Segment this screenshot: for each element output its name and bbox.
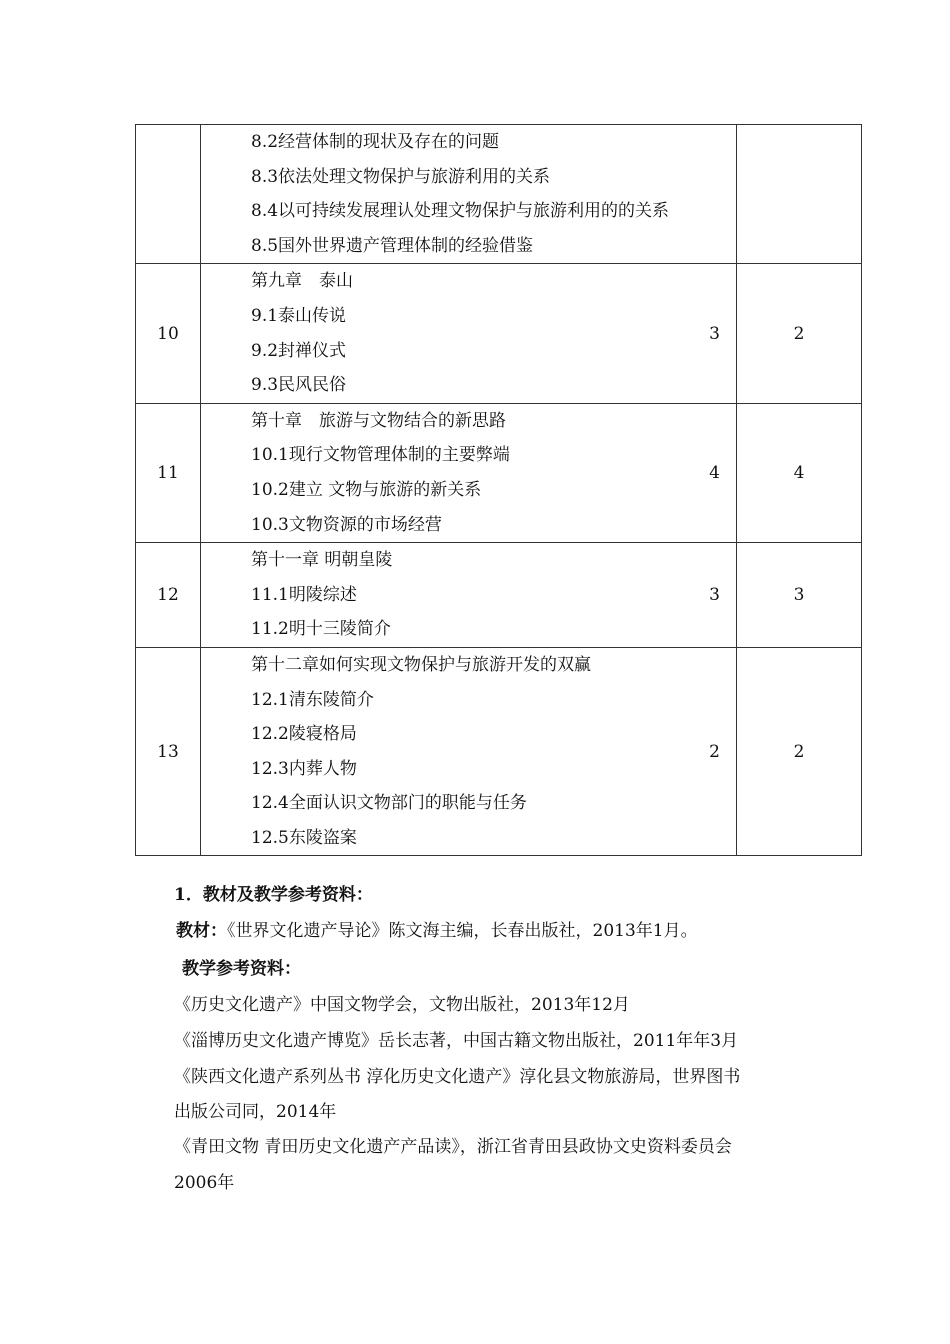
- textbook-label: 教材：: [176, 921, 227, 941]
- content-cell: [201, 125, 670, 264]
- content-line: 第十章 旅游与文物结合的新思路: [251, 410, 506, 431]
- content-line: 12.1清东陵简介: [251, 689, 374, 710]
- reference-item: 出版公司同，2014年: [174, 1102, 337, 1122]
- hours-cell-secondary: 2: [737, 264, 862, 403]
- reference-item: 《青田文物 青田历史文化遗产产品读》，浙江省青田县政协文史资料委员会: [174, 1137, 732, 1157]
- content-line: 第九章 泰山: [251, 271, 353, 292]
- week-number-cell: 10: [136, 264, 201, 403]
- hours-cell: 2: [661, 647, 737, 856]
- content-line: 12.3内葬人物: [251, 758, 357, 779]
- references-heading: 1．教材及教学参考资料：: [174, 885, 373, 905]
- content-line: 11.2明十三陵简介: [251, 619, 391, 640]
- content-line: 8.2经营体制的现状及存在的问题: [251, 132, 500, 152]
- hours-cell-secondary: [737, 125, 862, 264]
- week-number-cell: 11: [136, 403, 201, 542]
- hours-cell: 4: [661, 403, 737, 542]
- content-line: 10.1现行文物管理体制的主要弊端: [251, 445, 510, 466]
- week-number-cell: 12: [136, 543, 201, 648]
- content-line: 12.4全面认识文物部门的职能与任务: [251, 793, 527, 814]
- content-line: 9.1泰山传说: [251, 305, 347, 326]
- reference-item: 《历史文化遗产》中国文物学会，文物出版社，2013年12月: [174, 995, 630, 1015]
- content-line: 8.5国外世界遗产管理体制的经验借鉴: [251, 235, 534, 256]
- content-line: 第十二章如何实现文物保护与旅游开发的双赢: [251, 654, 591, 675]
- content-line: 8.4以可持续发展理认处理文物保护与旅游利用的的关系: [251, 201, 670, 222]
- schedule-row: [136, 647, 862, 856]
- textbook-text: 《世界文化遗产导论》陈文海主编，长春出版社，2013年1月。: [227, 921, 698, 941]
- content-line: 11.1明陵综述: [251, 584, 357, 605]
- schedule-body: [136, 125, 862, 856]
- schedule-row: [136, 403, 862, 542]
- week-number-cell: 13: [136, 647, 201, 856]
- week-number-cell: [136, 125, 201, 264]
- textbook-line: [176, 916, 698, 941]
- content-line: 9.2封禅仪式: [251, 340, 347, 361]
- reference-materials-label: 教学参考资料：: [182, 959, 301, 979]
- hours-cell-secondary: 3: [737, 543, 862, 648]
- content-line: 9.3民风民俗: [251, 375, 347, 396]
- course-schedule-table: [135, 124, 862, 856]
- content-cell: [201, 264, 661, 403]
- reference-item: 2006年: [174, 1173, 235, 1193]
- content-line: 12.5东陵盗案: [251, 827, 357, 848]
- content-line: 12.2陵寝格局: [251, 724, 357, 745]
- schedule-row: [136, 125, 862, 264]
- content-line: 10.3文物资源的市场经营: [251, 514, 442, 535]
- content-cell: [201, 543, 661, 648]
- hours-cell: [661, 125, 737, 264]
- hours-cell-secondary: 4: [737, 403, 862, 542]
- content-cell: [201, 403, 661, 542]
- content-line: 8.3依法处理文物保护与旅游利用的关系: [251, 166, 551, 187]
- schedule-row: [136, 543, 862, 648]
- content-cell: [201, 647, 661, 856]
- hours-cell: 3: [661, 264, 737, 403]
- content-line: 10.2建立 文物与旅游的新关系: [251, 479, 482, 500]
- reference-item: 《陕西文化遗产系列丛书 淳化历史文化遗产》淳化县文物旅游局，世界图书: [174, 1067, 741, 1087]
- hours-cell-secondary: 2: [737, 647, 862, 856]
- hours-cell: 3: [661, 543, 737, 648]
- schedule-row: [136, 264, 862, 403]
- content-line: 第十一章 明朝皇陵: [251, 550, 393, 571]
- reference-item: 《淄博历史文化遗产博览》岳长志著，中国古籍文物出版社，2011年年3月: [174, 1031, 739, 1051]
